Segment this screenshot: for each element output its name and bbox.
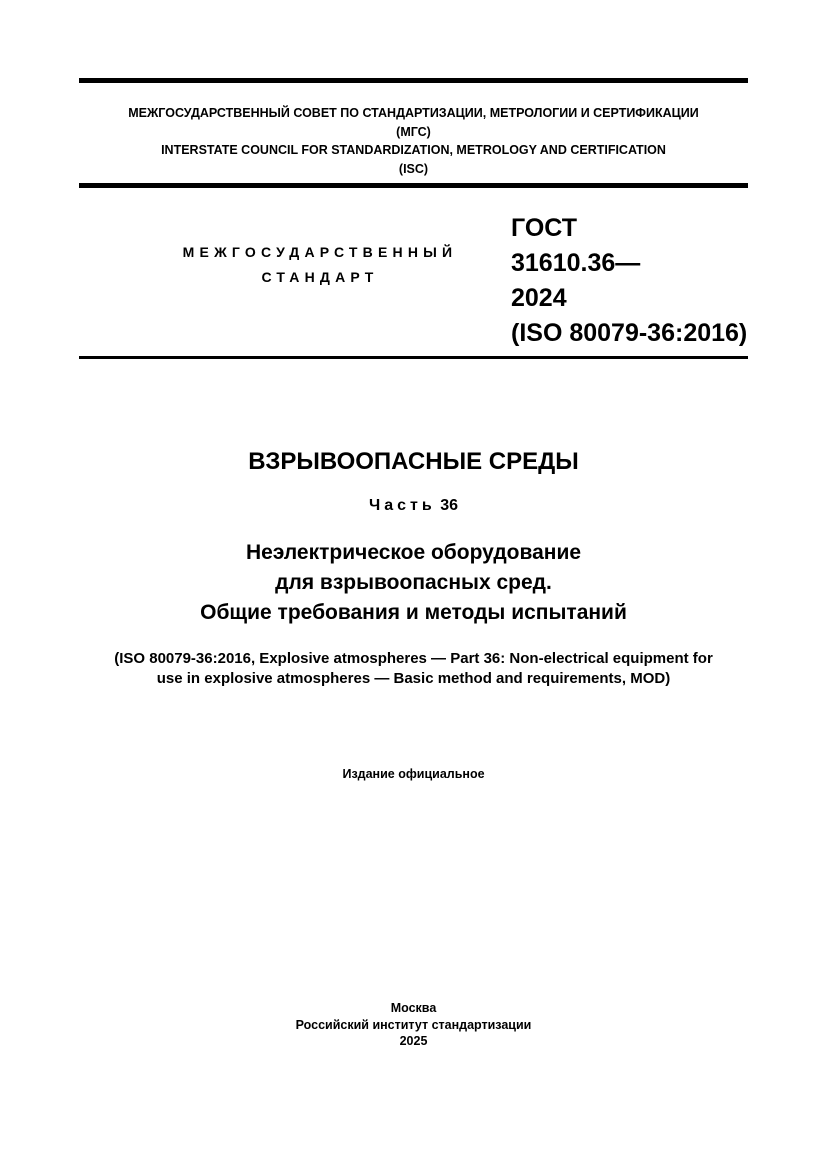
council-abbr-en: (ISC) bbox=[398, 161, 429, 176]
publisher-year: 2025 bbox=[399, 1034, 428, 1048]
council-abbr-ru: (МГС) bbox=[396, 124, 431, 139]
publisher-block bbox=[40, 1000, 787, 1050]
standard-label-line1: МЕЖГОСУДАРСТВЕННЫЙ bbox=[182, 244, 458, 260]
document-title: ВЗРЫВООПАСНЫЕ СРЕДЫ bbox=[248, 448, 579, 475]
standard-label bbox=[160, 240, 480, 290]
subtitle-line1: Неэлектрическое оборудование bbox=[245, 541, 582, 564]
iso-reference-line2: use in explosive atmospheres — Basic method and requirements, MOD) bbox=[156, 670, 671, 687]
document-subtitle bbox=[40, 538, 787, 628]
iso-reference-line1: (ISO 80079-36:2016, Explosive atmospheres — Part 36: Non-electrical equipment for bbox=[114, 650, 713, 667]
standard-label-line2: СТАНДАРТ bbox=[261, 269, 379, 285]
iso-reference bbox=[40, 649, 787, 689]
edition-note: Издание официальное bbox=[342, 767, 485, 781]
header-bottom-rule bbox=[79, 183, 748, 188]
top-rule bbox=[79, 78, 748, 83]
part-word: Часть bbox=[369, 497, 436, 514]
part-number: 36 bbox=[440, 497, 458, 514]
standard-designation bbox=[511, 211, 747, 351]
council-name-ru: МЕЖГОСУДАРСТВЕННЫЙ СОВЕТ ПО СТАНДАРТИЗАЦИИ, МЕТРОЛОГИИ И СЕРТИФИКАЦИИ bbox=[128, 106, 699, 120]
subtitle-line3: Общие требования и методы испытаний bbox=[200, 601, 627, 624]
designation-number: 31610.36— bbox=[511, 249, 641, 277]
designation-bottom-rule bbox=[79, 356, 748, 359]
publisher-city: Москва bbox=[390, 1001, 437, 1015]
subtitle-line2: для взрывоопасных сред. bbox=[275, 571, 552, 594]
part-heading bbox=[40, 495, 787, 517]
publisher-institute: Российский институт стандартизации bbox=[295, 1017, 532, 1032]
designation-iso: (ISO 80079-36:2016) bbox=[511, 319, 748, 347]
designation-prefix: ГОСТ bbox=[511, 214, 577, 242]
council-header bbox=[79, 104, 748, 178]
council-name-en: INTERSTATE COUNCIL FOR STANDARDIZATION, METROLOGY AND CERTIFICATION bbox=[161, 143, 666, 157]
designation-year: 2024 bbox=[511, 284, 567, 312]
